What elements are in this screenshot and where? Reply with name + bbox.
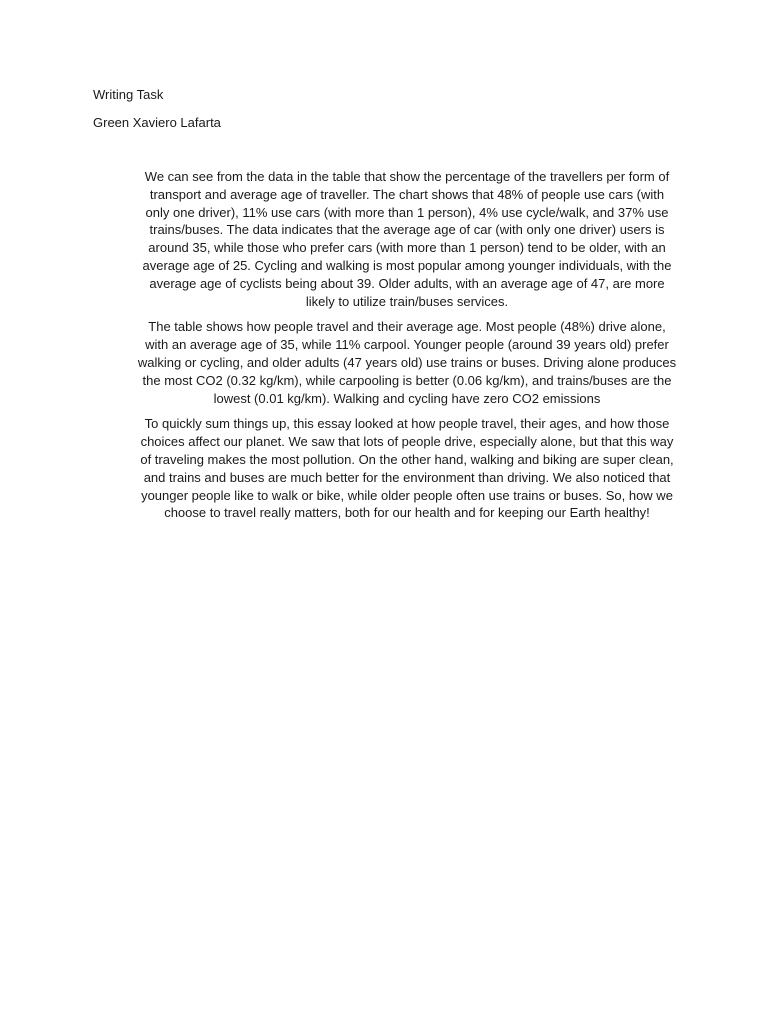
paragraph-1: We can see from the data in the table that show the percentage of the travellers per form of transport and average age of traveller. The chart shows that 48% of people use cars (with only one driver), 11% use cars (with more than 1 person), 4% use cycle/walk, and 37% use trains/buses. The data indicates that the average age of car (with only one driver) users is around 35, while those who prefer cars (with more than 1 person) tend to be older, with an average age of 25. Cycling and walking is most popular among younger individuals, with the average age of cyclists being about 39. Older adults, with an average age of 47, are more likely to utilize train/buses services. xyxy=(142,169,672,309)
document-title: Writing Task xyxy=(93,87,164,102)
author-name: Green Xaviero Lafarta xyxy=(93,115,221,130)
paragraph-2: The table shows how people travel and their average age. Most people (48%) drive alone, with an average age of 35, while 11% carpool. Younger people (around 39 years old) prefer walking or cycling, and older adults (47 years old) use trains or buses. Driving alone produces the most CO2 (0.32 kg/km), while carpooling is better (0.06 kg/km), and trains/buses are the lowest (0.01 kg/km). Walking and cycling have zero CO2 emissions xyxy=(137,319,677,406)
paragraph-3: To quickly sum things up, this essay looked at how people travel, their ages, and how those choices affect our planet. We saw that lots of people drive, especially alone, but that this way of traveling makes the most pollution. On the other hand, walking and biking are super clean, and trains and buses are much better for the environment than driving. We also noticed that younger people like to walk or bike, while older people often use trains or buses. So, how we choose to travel really matters, both for our health and for keeping our Earth healthy! xyxy=(140,416,674,521)
essay-body xyxy=(137,168,677,530)
